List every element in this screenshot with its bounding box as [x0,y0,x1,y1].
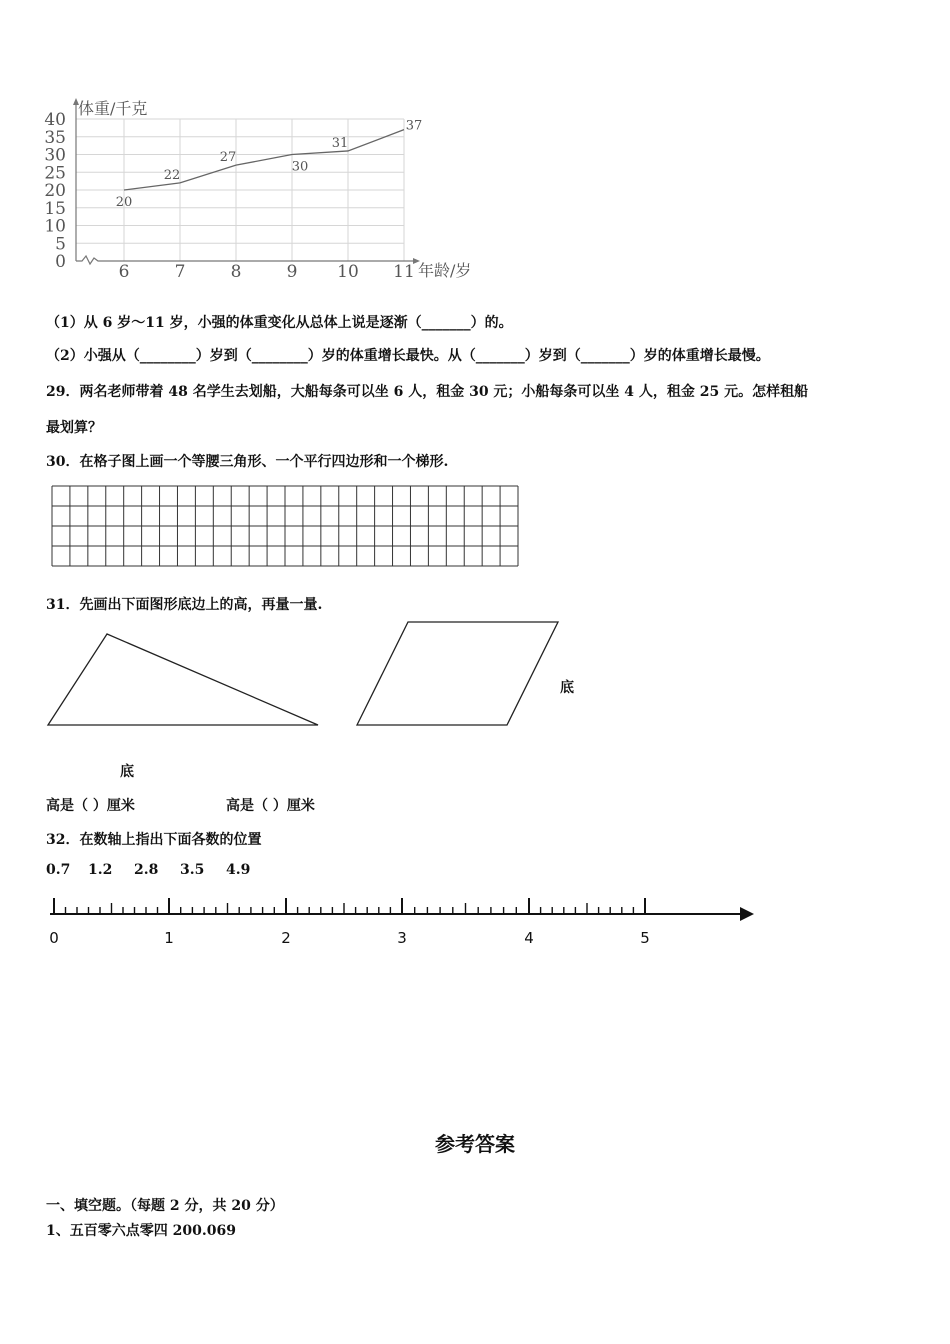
number-line-label: 3 [397,929,407,947]
q29-line1: 29．两名老师带着 48 名学生去划船，大船每条可以坐 6 人，租金 30 元；小船每条可以坐 4 人，租金 25 元。怎样租船 [46,384,809,400]
q32-number-4: 4.9 [226,862,251,878]
chart-x-tick-labels [119,262,415,282]
q30-text: 30．在格子图上画一个等腰三角形、一个平行四边形和一个梯形. [46,454,449,470]
parallelogram-base-label: 底 [560,680,574,696]
q32-text: 32．在数轴上指出下面各数的位置 [46,832,262,848]
answer-item-1: 1、五百零六点零四 200.069 [46,1223,236,1239]
number-line-label: 2 [281,929,291,947]
triangle-figure [48,634,318,725]
parallelogram-figure [357,622,558,725]
number-line-label: 5 [640,929,650,947]
number-line-label: 0 [49,929,59,947]
q31-text: 31．先画出下面图形底边上的高，再量一量. [46,597,323,613]
chart-y-tick-label: 30 [44,145,66,166]
chart-data-label: 31 [331,135,349,151]
weight-line-chart [30,92,500,287]
number-line-label: 4 [524,929,534,947]
chart-x-tick-label: 11 [393,262,415,282]
chart-axes [73,98,420,264]
number-line-labels [49,929,650,947]
number-line[interactable] [40,890,770,950]
chart-x-tick-label: 9 [286,262,298,282]
chart-data-label: 37 [405,118,423,134]
q32-number-2: 2.8 [134,862,159,878]
chart-y-tick-label: 0 [55,252,66,272]
chart-data-label: 27 [219,150,237,166]
answer-section-1: 一、填空题。（每题 2 分，共 20 分） [46,1198,284,1214]
chart-data-label: 22 [163,167,181,183]
chart-y-tick-label: 20 [44,181,66,201]
chart-y-tick-label: 35 [44,127,66,148]
triangle-height-answer: 高是（ ）厘米 [46,798,135,814]
number-line-ticks [54,898,645,914]
q32-number-0: 0.7 [46,862,71,878]
chart-y-tick-label: 5 [55,234,66,255]
chart-y-axis-label: 体重/千克 [78,99,148,118]
chart-x-tick-label: 7 [174,262,186,282]
chart-x-tick-label: 6 [118,262,130,282]
q28-part1: （1）从 6 岁～11 岁，小强的体重变化从总体上说是逐渐（_______）的。 [46,315,513,331]
chart-y-tick-label: 40 [44,110,66,130]
drawing-grid[interactable] [50,484,520,568]
chart-x-tick-label: 10 [337,262,359,282]
drawing-grid-lines [52,486,518,566]
q32-number-1: 1.2 [88,862,113,878]
chart-data-label: 20 [115,195,133,210]
triangle-base-label: 底 [120,764,134,780]
chart-y-tick-label: 10 [44,216,66,237]
q32-number-3: 3.5 [180,862,205,878]
geometry-figures [40,615,580,735]
q28-part2: （2）小强从（________）岁到（________）岁的体重增长最快。从（_______）岁到（_______）岁的体重增长最慢。 [46,348,770,364]
chart-x-axis-label: 年龄/岁 [418,261,472,280]
parallelogram-height-answer: 高是（ ）厘米 [226,798,315,814]
chart-data-label: 30 [291,159,309,175]
number-line-arrow [740,907,754,921]
chart-y-tick-label: 15 [44,198,66,219]
chart-x-tick-label: 8 [230,262,242,282]
q29-line2: 最划算？ [46,420,102,436]
chart-data-labels [116,119,423,210]
chart-y-tick-labels [44,110,66,272]
number-line-label: 1 [164,929,174,947]
chart-y-tick-label: 25 [44,163,66,184]
answer-section-title: 参考答案 [435,1132,515,1156]
